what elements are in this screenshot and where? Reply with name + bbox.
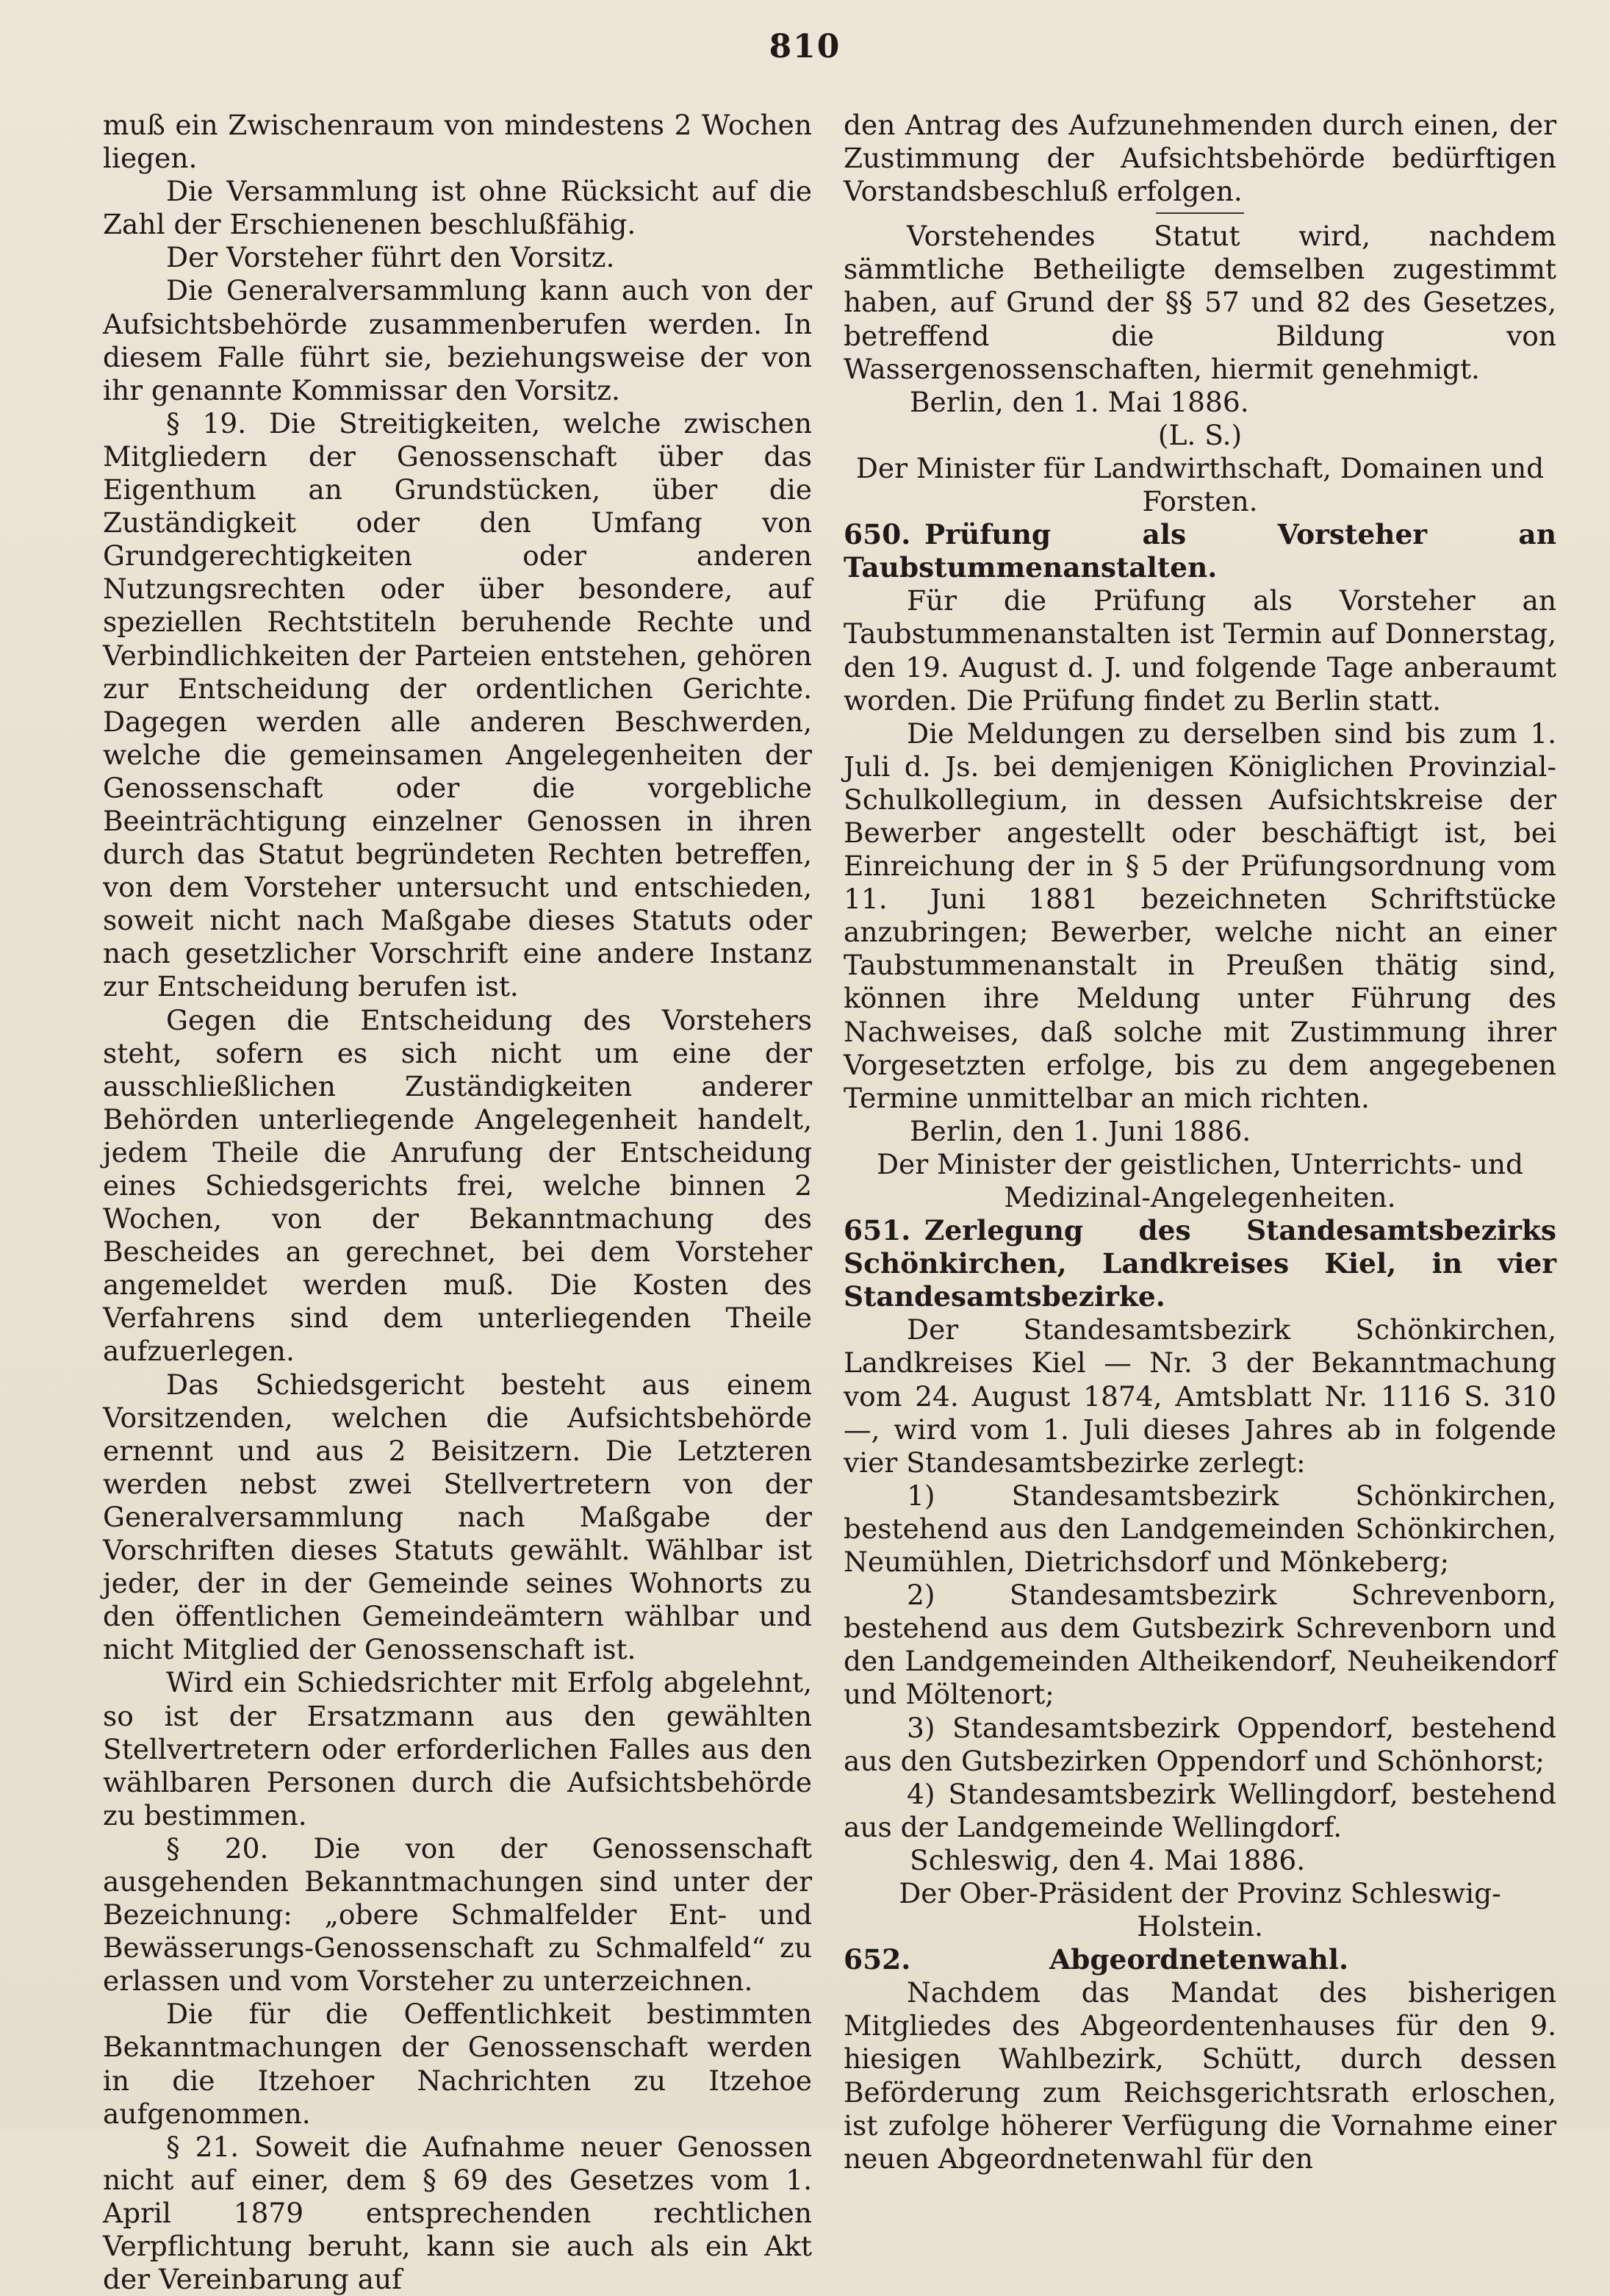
section-651-heading <box>844 1214 1556 1313</box>
section-652-heading <box>844 1943 1556 1976</box>
paragraph: Die für die Oeffentlichkeit bestimmten Bekanntmachungen der Genossenschaft werden in die Itzehoer Nachrichten zu Itzehoe aufgenommen. <box>103 1998 812 2130</box>
paragraph: Die Versammlung ist ohne Rücksicht auf die Zahl der Erschienenen beschlußfähig. <box>103 175 812 241</box>
section-number: 650. <box>844 518 911 551</box>
divider <box>1156 212 1244 214</box>
section-title: Abgeordnetenwahl. <box>1049 1943 1349 1976</box>
paragraph: Der Vorsteher führt den Vorsitz. <box>166 241 615 274</box>
section-651-date: Schleswig, den 4. Mai 1886. <box>910 1843 1306 1876</box>
paragraph-section-19: § 19. Die Streitigkeiten, welche zwischen Mitgliedern der Genossenschaft über das Eigenthum an Grundstücken, über die Zuständigkeit oder den Umfang von Grundgerechtigkeiten oder anderen Nutzungsrechten oder über besondere, auf speziellen Rechtstiteln beruhende Rechte und Verbindlichkeiten der Parteien entstehen, gehören zur Entscheidung der ordentlichen Gerichte. Dagegen werden alle anderen Beschwerden, welche die gemeinsamen Angelegenheiten der Genossenschaft oder die vorgebliche Beeinträchtigung einzelner Genossen in ihren durch das Statut begründeten Rechten betreffen, von dem Vorsteher untersucht und entschieden, soweit nicht nach Maßgabe dieses Statuts oder nach gesetzlicher Vorschrift eine andere Instanz zur Entscheidung berufen ist. <box>103 406 812 1003</box>
right-column <box>844 109 1556 2175</box>
paragraph-section-20: § 20. Die von der Genossenschaft ausgehenden Bekanntmachungen sind unter der Bezeichnung: „obere Schmalfelder Ent- und Bewässerungs-Genossenschaft zu Schmalfeld“ zu erlassen und vom Vorsteher zu unterzeichnen. <box>103 1832 812 1998</box>
section-650-signer: Der Minister der geistlichen, Unterrichts- und Medizinal-Angelegenheiten. <box>876 1147 1524 1213</box>
statute-signer: Der Minister für Landwirthschaft, Domainen und Forsten. <box>855 451 1545 518</box>
section-title: Prüfung als Vorsteher an Taubstummenanstalten. <box>844 518 1556 584</box>
paragraph: den Antrag des Aufzunehmenden durch einen, der Zustimmung der Aufsichtsbehörde bedürftigen Vorstandsbeschluß erfolgen. <box>844 109 1556 208</box>
paragraph: Für die Prüfung als Vorsteher an Taubstummenanstalten ist Termin auf Donnerstag, den 19. August d. J. und folgende Tage anberaumt worden. Die Prüfung findet zu Berlin statt. <box>844 584 1556 717</box>
paragraph-section-21: § 21. Soweit die Aufnahme neuer Genossen nicht auf einer, dem § 69 des Gesetzes vom 1. April 1879 entsprechenden rechtlichen Verpflichtung beruht, kann sie auch als ein Akt der Vereinbarung auf <box>103 2130 812 2296</box>
left-column <box>103 109 812 2296</box>
section-number: 652. <box>844 1943 911 1976</box>
paragraph: Das Schiedsgericht besteht aus einem Vorsitzenden, welchen die Aufsichtsbehörde ernennt und aus 2 Beisitzern. Die Letzteren werden nebst zwei Stellvertretern von der Generalversammlung nach Maßgabe der Vorschriften dieses Statuts gewählt. Wählbar ist jeder, der in der Gemeinde seines Wohnorts zu den öffentlichen Gemeindeämtern wählbar und nicht Mitglied der Genossenschaft ist. <box>103 1368 812 1666</box>
section-650-heading <box>844 518 1556 584</box>
paragraph: Nachdem das Mandat des bisherigen Mitgliedes des Abgeordentenhauses für den 9. hiesigen Wahlbezirk, Schütt, durch dessen Beförderung zum Reichsgerichtsrath erloschen, ist zufolge höherer Verfügung die Vornahme einer neuen Abgeordnetenwahl für den <box>844 1976 1556 2175</box>
section-title: Zerlegung des Standesamtsbezirks Schönkirchen, Landkreises Kiel, in vier Standesamtsbezirke. <box>844 1214 1556 1313</box>
paragraph: Die Meldungen zu derselben sind bis zum 1. Juli d. Js. bei demjenigen Königlichen Provinzial-Schulkollegium, in dessen Aufsichtskreise der Bewerber angestellt oder beschäftigt ist, bei Einreichung der in § 5 der Prüfungsordnung vom 11. Juni 1881 bezeichneten Schriftstücke anzubringen; Bewerber, welche nicht an einer Taubstummenanstalt in Preußen thätig sind, können ihre Meldung unter Führung des Nachweises, daß solche mit Zustimmung ihrer Vorgesetzten erfolge, bis zu dem angegebenen Termine unmittelbar an mich richten. <box>844 717 1556 1114</box>
section-651-signer: Der Ober-Präsident der Provinz Schleswig-Holstein. <box>899 1876 1501 1943</box>
list-item: 2) Standesamtsbezirk Schrevenborn, bestehend aus dem Gutsbezirk Schrevenborn und den Landgemeinden Altheikendorf, Neuheikendorf und Möltenort; <box>844 1579 1556 1711</box>
paragraph: Die Generalversammlung kann auch von der Aufsichtsbehörde zusammenberufen werden. In diesem Falle führt sie, beziehungsweise der von ihr genannte Kommissar den Vorsitz. <box>103 274 812 406</box>
statute-seal: (L. S.) <box>1157 418 1243 451</box>
list-item: 4) Standesamtsbezirk Wellingdorf, bestehend aus der Landgemeinde Wellingdorf. <box>844 1777 1556 1843</box>
statute-date: Berlin, den 1. Mai 1886. <box>910 385 1249 418</box>
paragraph: Wird ein Schiedsrichter mit Erfolg abgelehnt, so ist der Ersatzmann aus den gewählten Stellvertretern oder erforderlichen Falles aus den wählbaren Personen durch die Aufsichtsbehörde zu bestimmen. <box>103 1666 812 1832</box>
paragraph: muß ein Zwischenraum von mindestens 2 Wochen liegen. <box>103 109 812 175</box>
list-item: 3) Standesamtsbezirk Oppendorf, bestehend aus den Gutsbezirken Oppendorf und Schönhorst; <box>844 1711 1556 1777</box>
page-number: 810 <box>769 28 841 65</box>
statute-approval: Vorstehendes Statut wird, nachdem sämmtliche Betheiligte demselben zugestimmt haben, auf Grund der §§ 57 und 82 des Gesetzes, betreffend die Bildung von Wassergenossenschaften, hiermit genehmigt. <box>844 220 1556 385</box>
paragraph: Gegen die Entscheidung des Vorstehers steht, sofern es sich nicht um eine der ausschließlichen Zuständigkeiten anderer Behörden unterliegende Angelegenheit handelt, jedem Theile die Anrufung der Entscheidung eines Schiedsgerichts frei, welche binnen 2 Wochen, von der Bekanntmachung des Bescheides an gerechnet, bei dem Vorsteher angemeldet werden muß. Die Kosten des Verfahrens sind dem unterliegenden Theile aufzuerlegen. <box>103 1003 812 1368</box>
paragraph: Der Standesamtsbezirk Schönkirchen, Landkreises Kiel — Nr. 3 der Bekanntmachung vom 24. August 1874, Amtsblatt Nr. 1116 S. 310 —, wird vom 1. Juli dieses Jahres ab in folgende vier Standesamtsbezirke zerlegt: <box>844 1313 1556 1479</box>
section-650-date: Berlin, den 1. Juni 1886. <box>910 1114 1251 1147</box>
section-number: 651. <box>844 1214 911 1247</box>
list-item: 1) Standesamtsbezirk Schönkirchen, bestehend aus den Landgemeinden Schönkirchen, Neumühlen, Dietrichsdorf und Mönkeberg; <box>844 1479 1556 1579</box>
